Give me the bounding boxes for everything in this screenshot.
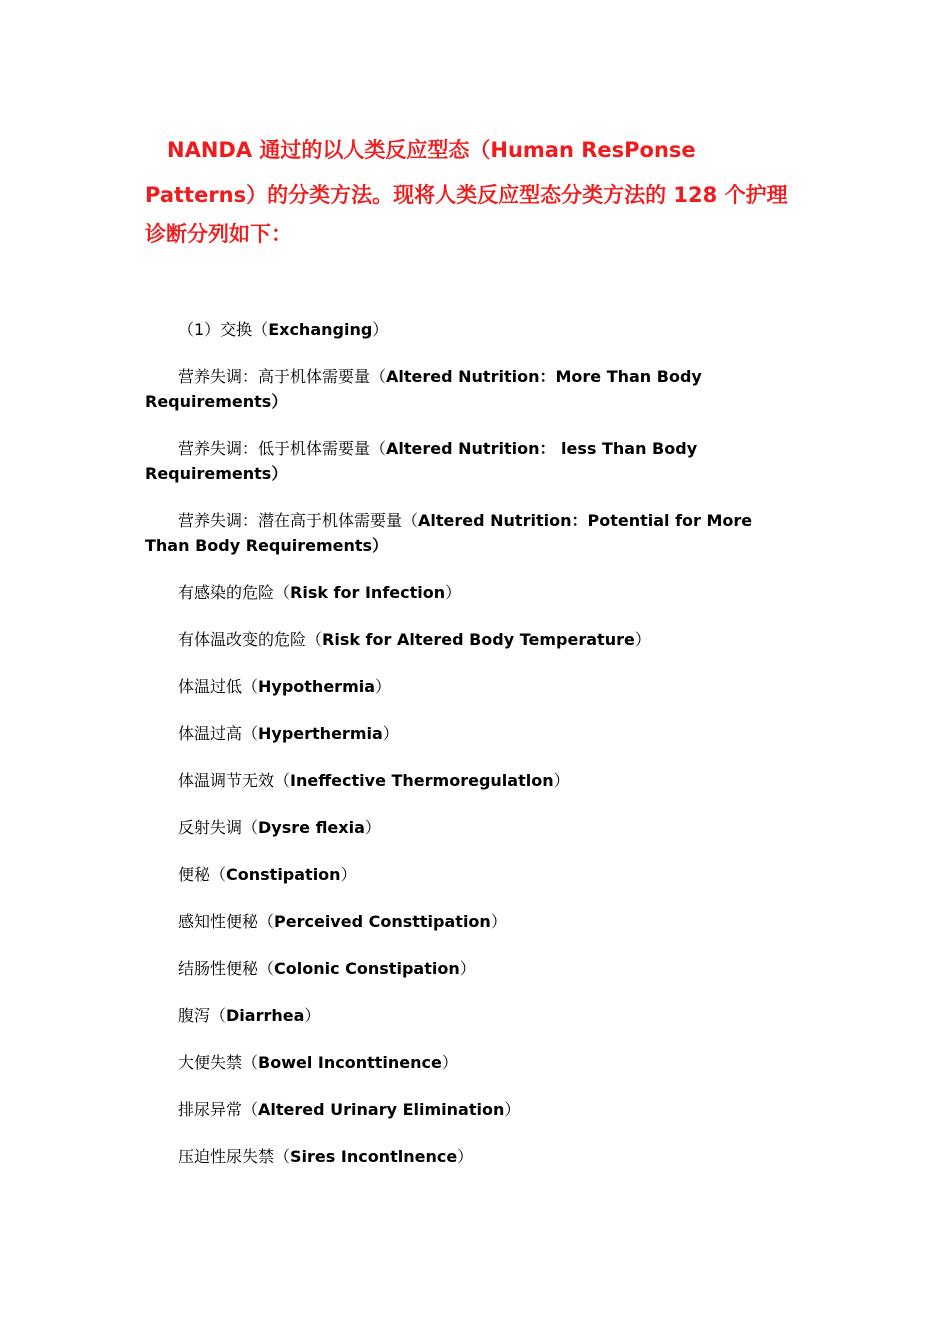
entry-en: Sires Incontlnence — [290, 1147, 458, 1166]
entry-end: ） — [372, 320, 389, 339]
entry-zh: 结肠性便秘（ — [178, 959, 275, 978]
entry-en: Dysre flexia — [258, 818, 365, 837]
entry-zh: 体温过低（ — [178, 677, 259, 696]
entry-en: Hypothermia — [258, 677, 376, 696]
list-item — [145, 674, 825, 699]
list-item — [145, 862, 825, 887]
list-item — [145, 317, 825, 342]
list-item — [145, 909, 825, 934]
list-item — [145, 364, 825, 414]
entry-en: Altered Nutrition：Potential for More — [418, 511, 753, 530]
entry-zh: 有体温改变的危险（ — [178, 630, 323, 649]
list-item — [145, 956, 825, 981]
entry-en: Hyperthermia — [258, 724, 383, 743]
diagnosis-list — [145, 317, 825, 1191]
entry-en: Risk for Altered Body Temperature — [322, 630, 635, 649]
entry-en: Ineffective Thermoregulatlon — [290, 771, 554, 790]
list-item — [145, 1003, 825, 1028]
entry-end: ） — [364, 818, 381, 837]
entry-continuation: Requirements） — [145, 392, 288, 411]
list-item — [145, 721, 825, 746]
entry-zh: 感知性便秘（ — [178, 912, 275, 931]
entry-zh: 有感染的危险（ — [178, 583, 291, 602]
entry-en: Altered Nutrition：More Than Body — [386, 367, 702, 386]
list-item — [145, 436, 825, 486]
entry-end: ） — [459, 959, 476, 978]
entry-zh: 营养失调：低于机体需要量（ — [178, 439, 387, 458]
entry-zh: （1）交换（ — [178, 320, 269, 339]
entry-zh: 体温调节无效（ — [178, 771, 291, 790]
list-item — [145, 768, 825, 793]
list-item — [145, 580, 825, 605]
list-item — [145, 508, 825, 558]
intro-line-1: NANDA 通过的以人类反应型态（Human ResPonse — [167, 138, 696, 162]
entry-zh: 营养失调：潜在高于机体需要量（ — [178, 511, 419, 530]
entry-zh: 压迫性尿失禁（ — [178, 1147, 291, 1166]
entry-end: ） — [441, 1053, 458, 1072]
entry-zh: 反射失调（ — [178, 818, 259, 837]
intro-line-3: 诊断分列如下： — [145, 222, 292, 246]
entry-end: ） — [634, 630, 651, 649]
list-item — [145, 1144, 825, 1169]
list-item — [145, 627, 825, 652]
entry-continuation: Than Body Requirements） — [145, 536, 389, 555]
entry-zh: 排尿异常（ — [178, 1100, 259, 1119]
entry-end: ） — [504, 1100, 521, 1119]
entry-en: Colonic Constipation — [274, 959, 460, 978]
entry-zh: 营养失调：高于机体需要量（ — [178, 367, 387, 386]
entry-en: Constipation — [226, 865, 341, 884]
entry-en: Bowel Inconttinence — [258, 1053, 442, 1072]
entry-end: ） — [375, 677, 392, 696]
entry-zh: 大便失禁（ — [178, 1053, 259, 1072]
entry-end: ） — [340, 865, 357, 884]
entry-end: ） — [553, 771, 570, 790]
entry-end: ） — [457, 1147, 474, 1166]
entry-end: ） — [490, 912, 507, 931]
entry-zh: 腹泻（ — [178, 1006, 227, 1025]
entry-en: Perceived Consttipation — [274, 912, 491, 931]
list-item — [145, 1050, 825, 1075]
entry-zh: 体温过高（ — [178, 724, 259, 743]
entry-en: Altered Urinary Elimination — [258, 1100, 505, 1119]
intro-paragraph — [145, 128, 825, 251]
entry-end: ） — [445, 583, 462, 602]
entry-zh: 便秘（ — [178, 865, 227, 884]
list-item — [145, 815, 825, 840]
intro-line-2: Patterns）的分类方法。现将人类反应型态分类方法的 128 个护理 — [145, 183, 788, 207]
entry-en: Exchanging — [268, 320, 373, 339]
list-item — [145, 1097, 825, 1122]
entry-en: Risk for Infection — [290, 583, 446, 602]
entry-end: ） — [304, 1006, 321, 1025]
entry-en: Diarrhea — [226, 1006, 305, 1025]
entry-end: ） — [382, 724, 399, 743]
entry-continuation: Requirements） — [145, 464, 288, 483]
entry-en: Altered Nutrition： less Than Body — [386, 439, 698, 458]
